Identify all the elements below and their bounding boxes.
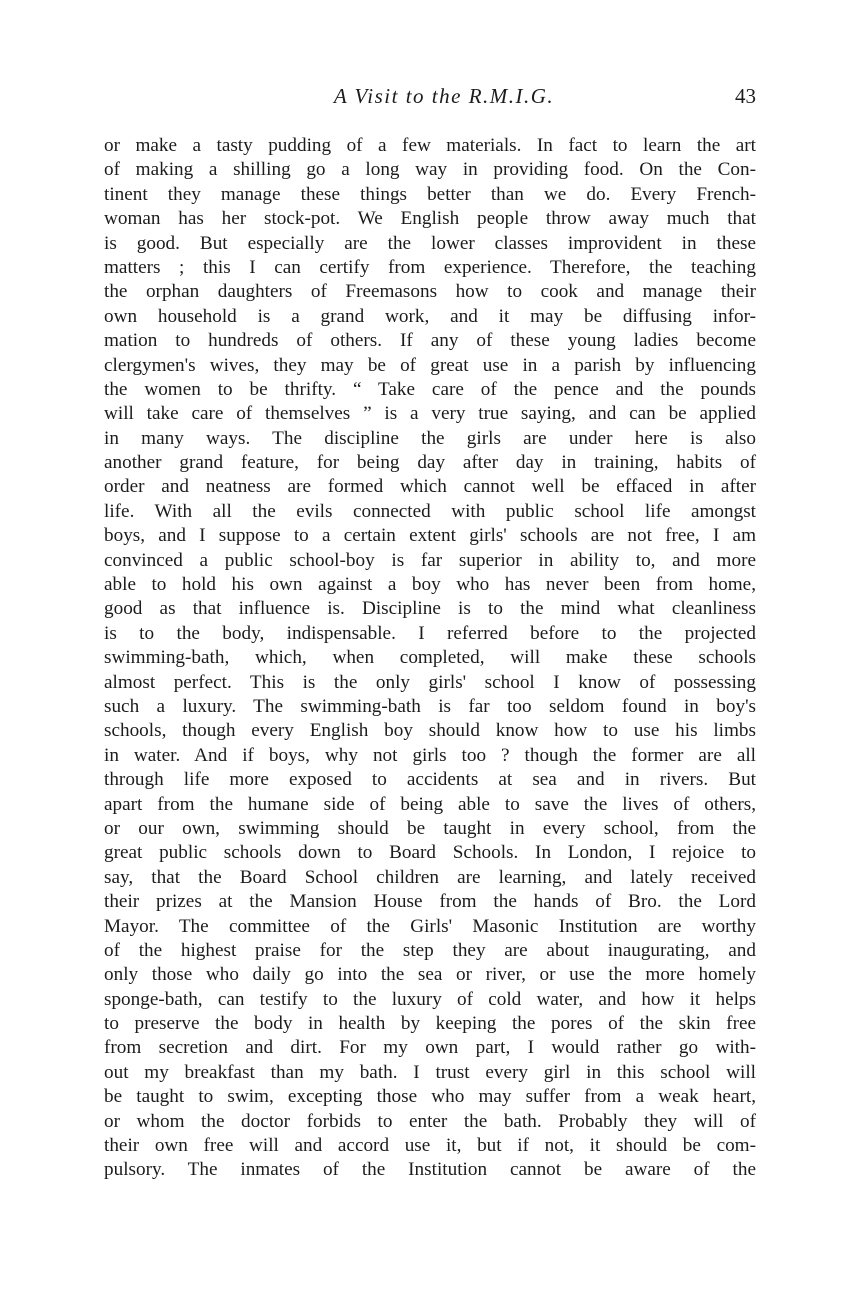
text-line: their own free will and accord use it, but if not, it should be com- — [104, 1135, 756, 1157]
text-line: to preserve the body in health by keeping the pores of the skin free — [104, 1013, 756, 1035]
text-line: say, that the Board School children are learning, and lately received — [104, 866, 756, 888]
text-line: out my breakfast than my bath. I trust every girl in this school will — [104, 1061, 756, 1083]
text-line: woman has her stock-pot. We English people throw away much that — [104, 208, 756, 230]
running-title: A Visit to the R.M.I.G. — [333, 84, 555, 108]
text-line: tinent they manage these things better than we do. Every French- — [104, 183, 756, 205]
text-line: clergymen's wives, they may be of great use in a parish by influencing — [104, 354, 756, 376]
text-line: pulsory. The inmates of the Institution cannot be aware of the — [104, 1159, 756, 1181]
page-number: 43 — [735, 84, 756, 108]
text-line: great public schools down to Board Schools. In London, I rejoice to — [104, 842, 756, 864]
text-line: order and neatness are formed which cannot well be effaced in after — [104, 476, 756, 498]
text-line: or whom the doctor forbids to enter the bath. Probably they will of — [104, 1110, 756, 1132]
text-line: Mayor. The committee of the Girls' Masonic Institution are worthy — [104, 915, 756, 937]
text-line: own household is a grand work, and it may be diffusing infor- — [104, 305, 756, 327]
text-line: swimming-bath, which, when completed, will make these schools — [104, 647, 756, 669]
text-line: is good. But especially are the lower classes improvident in these — [104, 232, 756, 254]
text-line: will take care of themselves ” is a very true saying, and can be applied — [104, 403, 756, 425]
text-line: apart from the humane side of being able to save the lives of others, — [104, 793, 756, 815]
text-line: is to the body, indispensable. I referred before to the projected — [104, 622, 756, 644]
text-line: life. With all the evils connected with public school life amongst — [104, 500, 756, 522]
text-line: through life more exposed to accidents at sea and in rivers. But — [104, 769, 756, 791]
text-line: schools, though every English boy should know how to use his limbs — [104, 720, 756, 742]
text-line: their prizes at the Mansion House from the hands of Bro. the Lord — [104, 891, 756, 913]
text-line: of making a shilling go a long way in providing food. On the Con- — [104, 159, 756, 181]
text-line: the orphan daughters of Freemasons how to cook and manage their — [104, 281, 756, 303]
text-line: convinced a public school-boy is far superior in ability to, and more — [104, 549, 756, 571]
text-line: in water. And if boys, why not girls too ? though the former are all — [104, 744, 756, 766]
text-line: almost perfect. This is the only girls' school I know of possessing — [104, 671, 756, 693]
text-line: boys, and I suppose to a certain extent girls' schools are not free, I am — [104, 525, 756, 547]
text-line: such a luxury. The swimming-bath is far too seldom found in boy's — [104, 695, 756, 717]
text-line: or our own, swimming should be taught in every school, from the — [104, 817, 756, 839]
text-line: of the highest praise for the step they are about inaugurating, and — [104, 939, 756, 961]
text-line: able to hold his own against a boy who has never been from home, — [104, 574, 756, 596]
text-line: matters ; this I can certify from experience. Therefore, the teaching — [104, 256, 756, 278]
text-line: good as that influence is. Discipline is to the mind what cleanliness — [104, 598, 756, 620]
body-text — [104, 134, 756, 1183]
text-line: or make a tasty pudding of a few materials. In fact to learn the art — [104, 135, 756, 156]
text-line: in many ways. The discipline the girls are under here is also — [104, 427, 756, 449]
text-line: the women to be thrifty. “ Take care of the pence and the pounds — [104, 378, 756, 400]
text-line: from secretion and dirt. For my own part, I would rather go with- — [104, 1037, 756, 1059]
text-line: only those who daily go into the sea or river, or use the more homely — [104, 964, 756, 986]
running-head — [104, 84, 756, 114]
text-line: mation to hundreds of others. If any of these young ladies become — [104, 330, 756, 352]
text-line: be taught to swim, excepting those who may suffer from a weak heart, — [104, 1086, 756, 1108]
text-line: sponge-bath, can testify to the luxury of cold water, and how it helps — [104, 988, 756, 1010]
text-line: another grand feature, for being day after day in training, habits of — [104, 452, 756, 474]
